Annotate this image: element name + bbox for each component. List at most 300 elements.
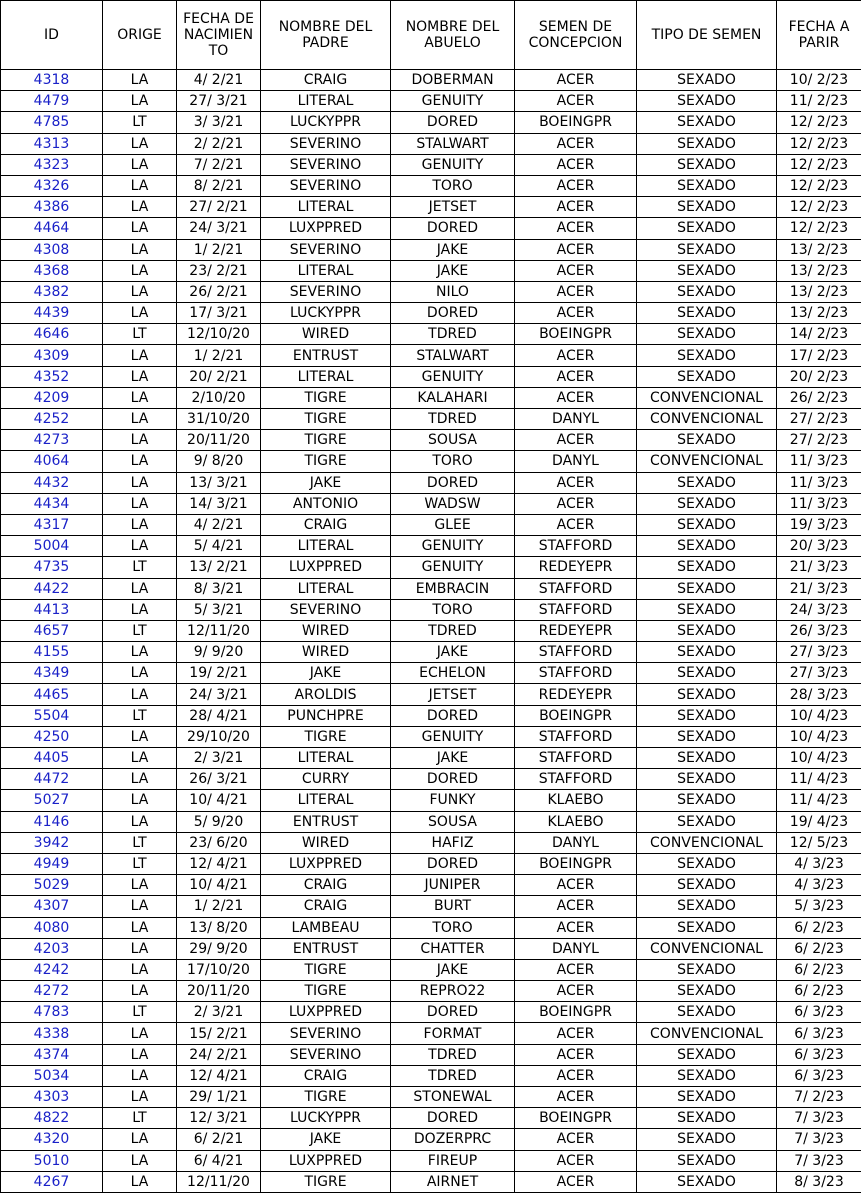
cell-id: 4155	[1, 642, 103, 663]
table-row	[1, 1044, 861, 1065]
cell-abuelo: JAKE	[391, 959, 515, 980]
cell-id: 4352	[1, 366, 103, 387]
cell-padre: CRAIG	[261, 896, 391, 917]
cell-abuelo: FUNKY	[391, 790, 515, 811]
cell-fecha-parir: 6/ 3/23	[777, 1023, 861, 1044]
cell-semen: REDEYEPR	[515, 557, 637, 578]
cell-origen: LA	[103, 875, 177, 896]
cell-fecha-parir: 12/ 2/23	[777, 154, 861, 175]
cell-tipo-semen: SEXADO	[637, 91, 777, 112]
cell-id: 5034	[1, 1065, 103, 1086]
table-row	[1, 1002, 861, 1023]
table-row	[1, 959, 861, 980]
table-row	[1, 875, 861, 896]
cell-abuelo: JAKE	[391, 642, 515, 663]
cell-origen: LA	[103, 260, 177, 281]
cell-fecha-nacimiento: 3/ 3/21	[177, 112, 261, 133]
cell-tipo-semen: SEXADO	[637, 324, 777, 345]
cell-origen: LA	[103, 811, 177, 832]
cell-fecha-nacimiento: 12/ 4/21	[177, 853, 261, 874]
cell-id: 4267	[1, 1171, 103, 1192]
cell-fecha-parir: 12/ 2/23	[777, 133, 861, 154]
cell-id: 3942	[1, 832, 103, 853]
table-row	[1, 896, 861, 917]
cell-semen: ACER	[515, 514, 637, 535]
table-row	[1, 726, 861, 747]
cell-origen: LA	[103, 218, 177, 239]
cell-tipo-semen: SEXADO	[637, 260, 777, 281]
cell-tipo-semen: SEXADO	[637, 154, 777, 175]
cell-tipo-semen: SEXADO	[637, 514, 777, 535]
cell-padre: SEVERINO	[261, 175, 391, 196]
cell-fecha-parir: 20/ 3/23	[777, 536, 861, 557]
table-row	[1, 1108, 861, 1129]
cell-semen: ACER	[515, 917, 637, 938]
cell-id: 5027	[1, 790, 103, 811]
cell-id: 4382	[1, 281, 103, 302]
cell-id: 4657	[1, 620, 103, 641]
cell-id: 4323	[1, 154, 103, 175]
cell-origen: LA	[103, 70, 177, 91]
table-row	[1, 154, 861, 175]
cell-id: 4309	[1, 345, 103, 366]
cell-fecha-nacimiento: 4/ 2/21	[177, 70, 261, 91]
cell-origen: LA	[103, 981, 177, 1002]
cell-padre: LUCKYPPR	[261, 1108, 391, 1129]
cell-id: 4422	[1, 578, 103, 599]
cell-tipo-semen: CONVENCIONAL	[637, 387, 777, 408]
cell-tipo-semen: CONVENCIONAL	[637, 451, 777, 472]
header-nombre-abuelo: NOMBRE DEL ABUELO	[391, 1, 515, 70]
cell-fecha-nacimiento: 5/ 3/21	[177, 599, 261, 620]
table-row	[1, 1087, 861, 1108]
cell-fecha-parir: 24/ 3/23	[777, 599, 861, 620]
cell-semen: ACER	[515, 281, 637, 302]
table-row	[1, 599, 861, 620]
cell-abuelo: JETSET	[391, 197, 515, 218]
cell-abuelo: EMBRACIN	[391, 578, 515, 599]
cell-fecha-parir: 27/ 2/23	[777, 409, 861, 430]
cell-padre: SEVERINO	[261, 239, 391, 260]
cell-fecha-parir: 12/ 2/23	[777, 175, 861, 196]
cell-semen: ACER	[515, 260, 637, 281]
table-row	[1, 218, 861, 239]
cell-origen: LA	[103, 896, 177, 917]
cell-fecha-nacimiento: 27/ 2/21	[177, 197, 261, 218]
cell-id: 4203	[1, 938, 103, 959]
cell-abuelo: TDRED	[391, 409, 515, 430]
cell-fecha-parir: 6/ 3/23	[777, 1044, 861, 1065]
cell-tipo-semen: SEXADO	[637, 1129, 777, 1150]
cell-abuelo: GENUITY	[391, 154, 515, 175]
cell-abuelo: DORED	[391, 705, 515, 726]
header-tipo-semen: TIPO DE SEMEN	[637, 1, 777, 70]
cell-abuelo: CHATTER	[391, 938, 515, 959]
cell-semen: ACER	[515, 154, 637, 175]
cell-tipo-semen: SEXADO	[637, 281, 777, 302]
cell-id: 5504	[1, 705, 103, 726]
cell-tipo-semen: SEXADO	[637, 218, 777, 239]
cell-fecha-nacimiento: 26/ 2/21	[177, 281, 261, 302]
cell-tipo-semen: SEXADO	[637, 493, 777, 514]
cell-id: 4308	[1, 239, 103, 260]
cell-fecha-parir: 11/ 3/23	[777, 451, 861, 472]
cell-origen: LA	[103, 1044, 177, 1065]
cell-abuelo: TDRED	[391, 324, 515, 345]
cell-semen: STAFFORD	[515, 769, 637, 790]
cell-padre: WIRED	[261, 832, 391, 853]
cell-fecha-nacimiento: 12/11/20	[177, 620, 261, 641]
cell-fecha-nacimiento: 28/ 4/21	[177, 705, 261, 726]
cell-padre: WIRED	[261, 620, 391, 641]
cell-padre: SEVERINO	[261, 281, 391, 302]
cell-fecha-parir: 11/ 3/23	[777, 493, 861, 514]
cell-id: 4464	[1, 218, 103, 239]
cell-id: 4326	[1, 175, 103, 196]
cell-semen: BOEINGPR	[515, 1108, 637, 1129]
cell-origen: LT	[103, 324, 177, 345]
cell-abuelo: TORO	[391, 175, 515, 196]
cell-semen: STAFFORD	[515, 599, 637, 620]
cell-tipo-semen: SEXADO	[637, 981, 777, 1002]
cell-origen: LA	[103, 726, 177, 747]
cell-origen: LT	[103, 853, 177, 874]
cell-padre: LUXPPRED	[261, 1002, 391, 1023]
cell-fecha-nacimiento: 12/ 4/21	[177, 1065, 261, 1086]
cell-tipo-semen: SEXADO	[637, 472, 777, 493]
cell-semen: DANYL	[515, 451, 637, 472]
cell-tipo-semen: CONVENCIONAL	[637, 409, 777, 430]
cell-fecha-nacimiento: 2/ 3/21	[177, 748, 261, 769]
table-row	[1, 175, 861, 196]
cell-abuelo: FIREUP	[391, 1150, 515, 1171]
cell-id: 4064	[1, 451, 103, 472]
cell-id: 5010	[1, 1150, 103, 1171]
cell-fecha-nacimiento: 29/ 1/21	[177, 1087, 261, 1108]
cell-padre: LUCKYPPR	[261, 112, 391, 133]
table-row	[1, 620, 861, 641]
table-row	[1, 1129, 861, 1150]
cell-id: 4735	[1, 557, 103, 578]
cell-origen: LA	[103, 239, 177, 260]
cell-id: 4785	[1, 112, 103, 133]
cell-padre: TIGRE	[261, 451, 391, 472]
cell-fecha-parir: 28/ 3/23	[777, 684, 861, 705]
cell-tipo-semen: CONVENCIONAL	[637, 1023, 777, 1044]
cell-tipo-semen: CONVENCIONAL	[637, 832, 777, 853]
header-fecha-nacimiento: FECHA DE NACIMIEN TO	[177, 1, 261, 70]
table-row	[1, 472, 861, 493]
table-row	[1, 303, 861, 324]
cell-origen: LA	[103, 1129, 177, 1150]
cell-fecha-parir: 6/ 3/23	[777, 1002, 861, 1023]
table-row	[1, 239, 861, 260]
table-row	[1, 578, 861, 599]
table-row	[1, 981, 861, 1002]
cell-origen: LA	[103, 303, 177, 324]
cell-id: 4313	[1, 133, 103, 154]
cell-fecha-nacimiento: 12/11/20	[177, 1171, 261, 1192]
cell-id: 4434	[1, 493, 103, 514]
cell-padre: LITERAL	[261, 197, 391, 218]
cell-origen: LA	[103, 769, 177, 790]
table-row	[1, 642, 861, 663]
cell-origen: LA	[103, 451, 177, 472]
cell-tipo-semen: SEXADO	[637, 1108, 777, 1129]
cell-id: 4349	[1, 663, 103, 684]
cell-semen: BOEINGPR	[515, 853, 637, 874]
cell-semen: ACER	[515, 1023, 637, 1044]
cell-fecha-nacimiento: 12/10/20	[177, 324, 261, 345]
cell-padre: JAKE	[261, 472, 391, 493]
cell-fecha-parir: 4/ 3/23	[777, 875, 861, 896]
cell-abuelo: DORED	[391, 853, 515, 874]
cell-tipo-semen: SEXADO	[637, 1002, 777, 1023]
cell-fecha-nacimiento: 17/10/20	[177, 959, 261, 980]
cell-fecha-nacimiento: 29/10/20	[177, 726, 261, 747]
cell-padre: LITERAL	[261, 578, 391, 599]
cell-origen: LA	[103, 1150, 177, 1171]
cell-tipo-semen: SEXADO	[637, 536, 777, 557]
cell-semen: ACER	[515, 91, 637, 112]
table-row	[1, 684, 861, 705]
cell-semen: BOEINGPR	[515, 705, 637, 726]
cell-semen: STAFFORD	[515, 748, 637, 769]
cell-tipo-semen: SEXADO	[637, 1044, 777, 1065]
cell-abuelo: GENUITY	[391, 91, 515, 112]
cell-padre: LUXPPRED	[261, 1150, 391, 1171]
header-semen-concepcion: SEMEN DE CONCEPCION	[515, 1, 637, 70]
cell-fecha-parir: 6/ 2/23	[777, 981, 861, 1002]
cell-abuelo: REPRO22	[391, 981, 515, 1002]
table-row	[1, 70, 861, 91]
cell-padre: TIGRE	[261, 1087, 391, 1108]
cell-padre: TIGRE	[261, 959, 391, 980]
cell-id: 4080	[1, 917, 103, 938]
header-origen: ORIGE	[103, 1, 177, 70]
cell-id: 4272	[1, 981, 103, 1002]
cell-origen: LT	[103, 1108, 177, 1129]
cell-semen: KLAEBO	[515, 790, 637, 811]
cell-fecha-nacimiento: 2/ 3/21	[177, 1002, 261, 1023]
cell-tipo-semen: SEXADO	[637, 345, 777, 366]
cell-semen: ACER	[515, 239, 637, 260]
cell-semen: ACER	[515, 1065, 637, 1086]
cell-abuelo: JUNIPER	[391, 875, 515, 896]
table-row	[1, 112, 861, 133]
cell-id: 4783	[1, 1002, 103, 1023]
cell-padre: PUNCHPRE	[261, 705, 391, 726]
header-row	[1, 1, 861, 70]
cell-padre: LUXPPRED	[261, 218, 391, 239]
cell-fecha-nacimiento: 20/11/20	[177, 430, 261, 451]
cell-fecha-nacimiento: 26/ 3/21	[177, 769, 261, 790]
cell-id: 4250	[1, 726, 103, 747]
cell-padre: ENTRUST	[261, 811, 391, 832]
cell-tipo-semen: SEXADO	[637, 239, 777, 260]
cell-fecha-nacimiento: 13/ 2/21	[177, 557, 261, 578]
cell-fecha-parir: 13/ 2/23	[777, 239, 861, 260]
cell-origen: LA	[103, 387, 177, 408]
cell-semen: BOEINGPR	[515, 324, 637, 345]
cell-origen: LA	[103, 197, 177, 218]
cell-semen: ACER	[515, 303, 637, 324]
cell-padre: TIGRE	[261, 981, 391, 1002]
cell-semen: ACER	[515, 1150, 637, 1171]
cell-id: 4146	[1, 811, 103, 832]
cell-abuelo: STALWART	[391, 133, 515, 154]
cell-padre: CURRY	[261, 769, 391, 790]
table-row	[1, 769, 861, 790]
cell-id: 4273	[1, 430, 103, 451]
cell-abuelo: TORO	[391, 599, 515, 620]
table-row	[1, 1171, 861, 1192]
cell-abuelo: DOBERMAN	[391, 70, 515, 91]
cell-abuelo: WADSW	[391, 493, 515, 514]
cell-semen: DANYL	[515, 409, 637, 430]
cell-abuelo: DORED	[391, 303, 515, 324]
cell-fecha-nacimiento: 13/ 3/21	[177, 472, 261, 493]
cell-id: 4318	[1, 70, 103, 91]
cell-padre: ENTRUST	[261, 938, 391, 959]
cell-padre: LITERAL	[261, 536, 391, 557]
cell-tipo-semen: SEXADO	[637, 70, 777, 91]
cell-fecha-nacimiento: 23/ 6/20	[177, 832, 261, 853]
cell-fecha-parir: 27/ 2/23	[777, 430, 861, 451]
cell-padre: LITERAL	[261, 260, 391, 281]
cell-fecha-nacimiento: 5/ 4/21	[177, 536, 261, 557]
cell-origen: LA	[103, 917, 177, 938]
cell-origen: LT	[103, 112, 177, 133]
cell-fecha-parir: 7/ 3/23	[777, 1150, 861, 1171]
cell-abuelo: JAKE	[391, 748, 515, 769]
cell-fecha-nacimiento: 12/ 3/21	[177, 1108, 261, 1129]
cell-id: 4413	[1, 599, 103, 620]
cell-fecha-nacimiento: 4/ 2/21	[177, 514, 261, 535]
cell-padre: LUXPPRED	[261, 557, 391, 578]
cell-fecha-nacimiento: 1/ 2/21	[177, 239, 261, 260]
cell-semen: ACER	[515, 981, 637, 1002]
cell-origen: LA	[103, 345, 177, 366]
table-row	[1, 536, 861, 557]
table-row	[1, 811, 861, 832]
cell-padre: WIRED	[261, 324, 391, 345]
cell-fecha-parir: 17/ 2/23	[777, 345, 861, 366]
cell-origen: LA	[103, 154, 177, 175]
cell-fecha-nacimiento: 5/ 9/20	[177, 811, 261, 832]
cell-abuelo: JAKE	[391, 260, 515, 281]
cell-origen: LA	[103, 663, 177, 684]
cell-fecha-parir: 7/ 3/23	[777, 1129, 861, 1150]
table-row	[1, 409, 861, 430]
cell-padre: LITERAL	[261, 91, 391, 112]
cell-semen: ACER	[515, 1171, 637, 1192]
cell-origen: LA	[103, 430, 177, 451]
cell-id: 4317	[1, 514, 103, 535]
table-row	[1, 387, 861, 408]
cell-fecha-parir: 6/ 2/23	[777, 959, 861, 980]
cell-tipo-semen: SEXADO	[637, 642, 777, 663]
cell-abuelo: AIRNET	[391, 1171, 515, 1192]
cell-fecha-parir: 21/ 3/23	[777, 557, 861, 578]
cell-abuelo: JETSET	[391, 684, 515, 705]
cell-semen: ACER	[515, 197, 637, 218]
cell-fecha-nacimiento: 1/ 2/21	[177, 345, 261, 366]
cell-padre: ENTRUST	[261, 345, 391, 366]
cell-id: 4432	[1, 472, 103, 493]
cell-fecha-parir: 11/ 2/23	[777, 91, 861, 112]
cell-origen: LA	[103, 1087, 177, 1108]
cell-origen: LA	[103, 175, 177, 196]
cell-fecha-parir: 6/ 3/23	[777, 1065, 861, 1086]
cell-id: 4479	[1, 91, 103, 112]
cell-tipo-semen: SEXADO	[637, 959, 777, 980]
cell-tipo-semen: SEXADO	[637, 875, 777, 896]
cell-origen: LA	[103, 938, 177, 959]
cell-semen: ACER	[515, 875, 637, 896]
cell-padre: LITERAL	[261, 748, 391, 769]
cell-origen: LT	[103, 620, 177, 641]
cell-abuelo: STALWART	[391, 345, 515, 366]
table-row	[1, 832, 861, 853]
cell-abuelo: DORED	[391, 1002, 515, 1023]
cell-abuelo: TDRED	[391, 1065, 515, 1086]
cell-id: 4209	[1, 387, 103, 408]
cell-id: 4465	[1, 684, 103, 705]
cell-fecha-parir: 7/ 2/23	[777, 1087, 861, 1108]
cell-semen: ACER	[515, 430, 637, 451]
cell-padre: TIGRE	[261, 387, 391, 408]
cell-origen: LA	[103, 409, 177, 430]
cell-fecha-parir: 6/ 2/23	[777, 917, 861, 938]
cell-fecha-nacimiento: 24/ 3/21	[177, 684, 261, 705]
table-row	[1, 663, 861, 684]
table-row	[1, 281, 861, 302]
cell-tipo-semen: SEXADO	[637, 726, 777, 747]
cell-fecha-nacimiento: 15/ 2/21	[177, 1023, 261, 1044]
cell-fecha-parir: 27/ 3/23	[777, 663, 861, 684]
cell-tipo-semen: SEXADO	[637, 112, 777, 133]
cell-origen: LA	[103, 514, 177, 535]
cell-origen: LA	[103, 959, 177, 980]
cell-semen: KLAEBO	[515, 811, 637, 832]
cell-fecha-parir: 10/ 4/23	[777, 726, 861, 747]
cell-padre: LITERAL	[261, 790, 391, 811]
cell-fecha-parir: 5/ 3/23	[777, 896, 861, 917]
table-row	[1, 938, 861, 959]
cell-semen: ACER	[515, 133, 637, 154]
cell-tipo-semen: SEXADO	[637, 769, 777, 790]
table-row	[1, 366, 861, 387]
cell-abuelo: TDRED	[391, 1044, 515, 1065]
cell-origen: LT	[103, 705, 177, 726]
table-row	[1, 790, 861, 811]
cell-origen: LA	[103, 1023, 177, 1044]
cell-origen: LA	[103, 366, 177, 387]
table-row	[1, 853, 861, 874]
cell-fecha-nacimiento: 29/ 9/20	[177, 938, 261, 959]
table-row	[1, 324, 861, 345]
cell-fecha-nacimiento: 6/ 4/21	[177, 1150, 261, 1171]
cell-origen: LA	[103, 684, 177, 705]
cell-fecha-nacimiento: 2/10/20	[177, 387, 261, 408]
cell-tipo-semen: SEXADO	[637, 557, 777, 578]
cell-abuelo: NILO	[391, 281, 515, 302]
cell-fecha-nacimiento: 20/11/20	[177, 981, 261, 1002]
cell-fecha-nacimiento: 14/ 3/21	[177, 493, 261, 514]
cell-id: 4242	[1, 959, 103, 980]
cell-fecha-nacimiento: 9/ 9/20	[177, 642, 261, 663]
